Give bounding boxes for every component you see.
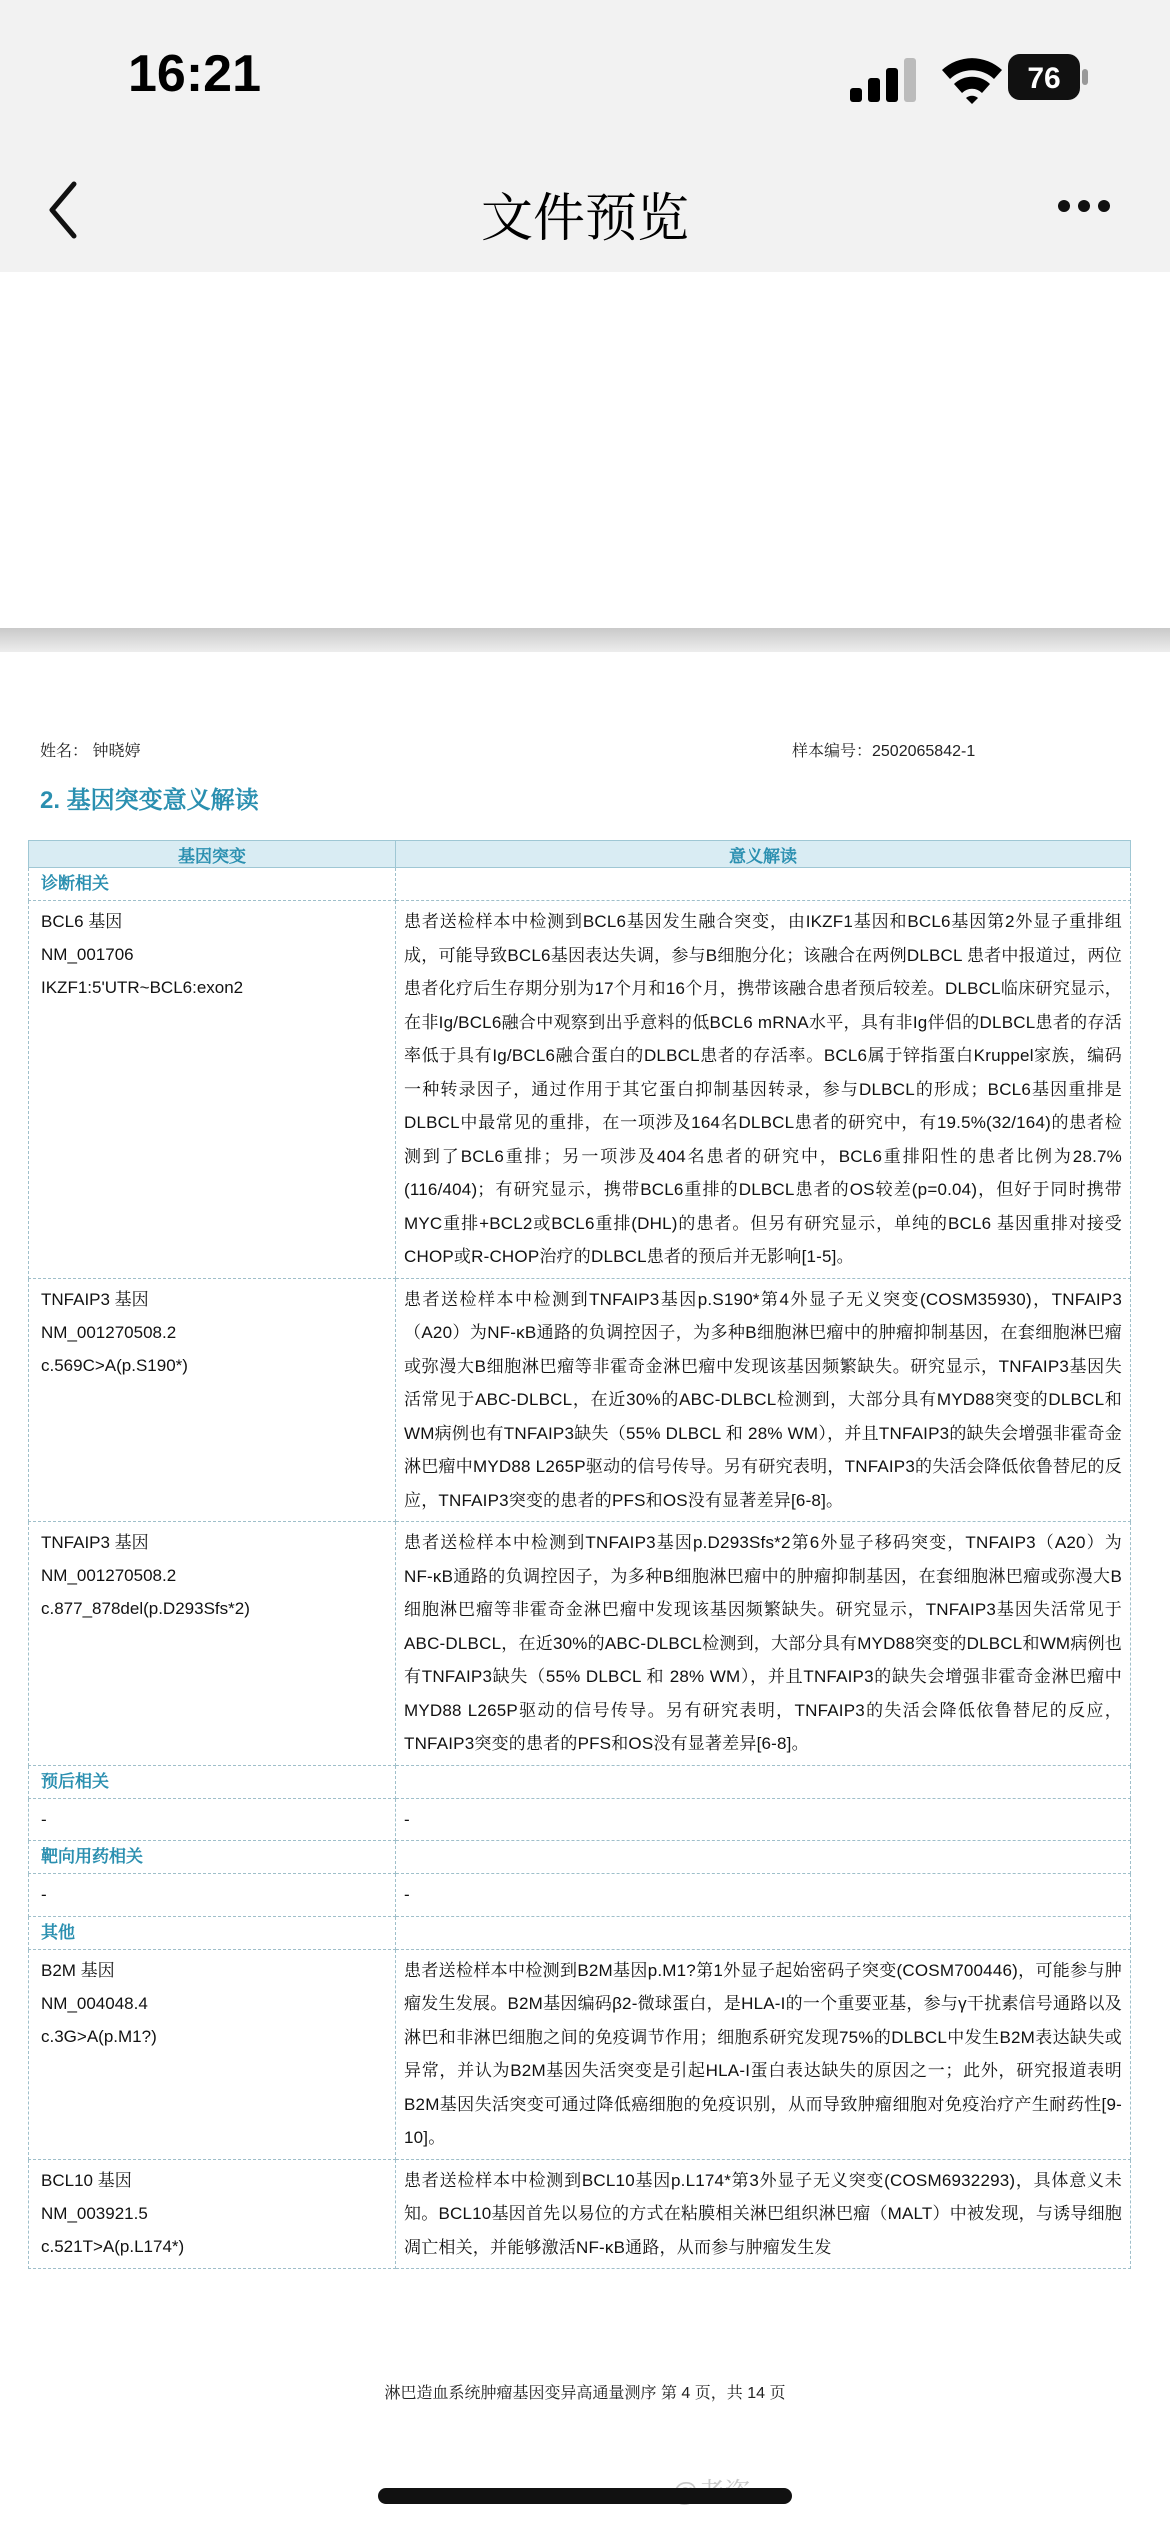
home-indicator[interactable] [378, 2488, 792, 2504]
interpretation-cell: 患者送检样本中检测到TNFAIP3基因p.D293Sfs*2第6外显子移码突变，TNFAIP3（A20）为NF-κB通路的负调控因子，为多种B细胞淋巴瘤中的肿瘤抑制基因，在套细胞淋巴瘤或弥漫大B细胞淋巴瘤等非霍奇金淋巴瘤中发现该基因频繁缺失。研究显示，TNFAIP3基因失活常见于ABC-DLBCL，在近30%的ABC-DLBCL检测到，大部分具有MYD88突变的DLBCL和WM病例也有TNFAIP3缺失（55% DLBCL 和 28% WM），并且TNFAIP3的缺失会增强非霍奇金淋巴瘤中MYD88 L265P驱动的信号传导。另有研究表明，TNFAIP3的失活会降低依鲁替尼的反应，TNFAIP3突变的患者的PFS和OS没有显著差异[6-8]。 [396, 1522, 1131, 1766]
table-row [29, 1798, 1131, 1841]
header-interp: 意义解读 [396, 841, 1131, 868]
category-other: 其他 [29, 1916, 396, 1949]
category-empty-cell [396, 1841, 1131, 1874]
category-row [29, 1765, 1131, 1798]
gene-interpretation-table [28, 840, 1131, 2269]
sample-number: 样本编号：2502065842-1 [792, 743, 976, 760]
page-title: 文件预览 [480, 190, 689, 248]
more-options-icon[interactable] [1056, 196, 1112, 216]
page-separator [0, 628, 1170, 652]
category-empty-cell [396, 1916, 1131, 1949]
gene-name: TNFAIP3 基因 [41, 1289, 149, 1309]
battery-icon [1008, 54, 1088, 100]
category-empty-cell [396, 868, 1131, 901]
table-row [29, 1949, 1131, 2159]
patient-name: 姓名： 钟晓婷 [40, 743, 141, 760]
gene-variant: c.569C>A(p.S190*) [41, 1355, 188, 1375]
interpretation-cell: - [396, 1874, 1131, 1917]
category-prognosis: 预后相关 [29, 1765, 396, 1798]
gene-cell [29, 901, 396, 1279]
battery-level: 76 [1027, 62, 1061, 95]
category-row [29, 1916, 1131, 1949]
gene-name: B2M 基因 [41, 1960, 115, 1980]
category-diagnosis: 诊断相关 [29, 868, 396, 901]
table-row [29, 901, 1131, 1279]
page-footer: 淋巴造血系统肿瘤基因变异高通量测序 第 4 页，共 14 页 [384, 2385, 786, 2402]
table-header-row [29, 841, 1131, 868]
interpretation-cell: 患者送检样本中检测到TNFAIP3基因p.S190*第4外显子无义突变(COSM35930)，TNFAIP3（A20）为NF-κB通路的负调控因子，为多种B细胞淋巴瘤中的肿瘤抑制基因，在套细胞淋巴瘤或弥漫大B细胞淋巴瘤等非霍奇金淋巴瘤中发现该基因频繁缺失。研究显示，TNFAIP3基因失活常见于ABC-DLBCL，在近30%的ABC-DLBCL检测到，大部分具有MYD88突变的DLBCL和WM病例也有TNFAIP3缺失（55% DLBCL 和 28% WM），并且TNFAIP3的缺失会增强非霍奇金淋巴瘤中MYD88 L265P驱动的信号传导。另有研究表明，TNFAIP3的失活会降低依鲁替尼的反应，TNFAIP3突变的患者的PFS和OS没有显著差异[6-8]。 [396, 1278, 1131, 1522]
section-title: 2. 基因突变意义解读 [40, 787, 259, 814]
gene-transcript: NM_001270508.2 [41, 1322, 177, 1342]
gene-cell: - [29, 1798, 396, 1841]
category-row [29, 1841, 1131, 1874]
gene-name: BCL6 基因 [41, 912, 123, 931]
interpretation-cell: 患者送检样本中检测到BCL6基因发生融合突变，由IKZF1基因和BCL6基因第2外显子重排组成，可能导致BCL6基因表达失调，参与B细胞分化；该融合在两例DLBCL 患者中报道过，两位患者化疗后生存期分别为17个月和16个月，携带该融合患者预后较差。DLBCL临床研究显示，在非Ig/BCL6融合中观察到出乎意料的低BCL6 mRNA水平，具有非Ig伴侣的DLBCL患者的存活率低于具有Ig/BCL6融合蛋白的DLBCL患者的存活率。BCL6属于锌指蛋白Kruppel家族，编码一种转录因子，通过作用于其它蛋白抑制基因转录，参与DLBCL的形成；BCL6基因重排是DLBCL中最常见的重排，在一项涉及164名DLBCL患者的研究中，有19.5%(32/164)的患者检测到了BCL6重排；另一项涉及404名患者的研究中，BCL6重排阳性的患者比例为28.7%(116/404)；有研究显示，携带BCL6重排的DLBCL患者的OS较差(p=0.04)，但好于同时携带MYC重排+BCL2或BCL6重排(DHL)的患者。但另有研究显示，单纯的BCL6 基因重排对接受CHOP或R-CHOP治疗的DLBCL患者的预后并无影响[1-5]。 [396, 901, 1131, 1279]
status-time: 16:21 [128, 45, 261, 103]
cellular-signal-icon [850, 58, 916, 102]
gene-cell: - [29, 1874, 396, 1917]
table-row [29, 2159, 1131, 2269]
gene-cell [29, 2159, 396, 2269]
gene-transcript: NM_001706 [41, 945, 134, 964]
gene-cell [29, 1522, 396, 1766]
gene-name: TNFAIP3 基因 [41, 1533, 149, 1552]
gene-transcript: NM_003921.5 [41, 2203, 148, 2223]
wifi-icon [940, 54, 1004, 104]
table-row [29, 1522, 1131, 1766]
category-targeted-drug: 靶向用药相关 [29, 1841, 396, 1874]
interpretation-cell: 患者送检样本中检测到B2M基因p.M1?第1外显子起始密码子突变(COSM700446)，可能参与肿瘤发生发展。B2M基因编码β2-微球蛋白，是HLA-I的一个重要亚基，参与γ干扰素信号通路以及淋巴和非淋巴细胞之间的免疫调节作用；细胞系研究发现75%的DLBCL中发生B2M表达缺失或异常，并认为B2M基因失活突变是引起HLA-I蛋白表达缺失的原因之一；此外，研究报道表明B2M基因失活突变可通过降低癌细胞的免疫识别，从而导致肿瘤细胞对免疫治疗产生耐药性[9-10]。 [396, 1949, 1131, 2159]
gene-variant: c.521T>A(p.L174*) [41, 2236, 185, 2256]
gene-cell [29, 1949, 396, 2159]
gene-cell [29, 1278, 396, 1522]
gene-transcript: NM_004048.4 [41, 1993, 148, 2013]
header-gene: 基因突变 [29, 841, 396, 868]
interpretation-cell: - [396, 1798, 1131, 1841]
table-row [29, 1874, 1131, 1917]
category-empty-cell [396, 1765, 1131, 1798]
interpretation-cell: 患者送检样本中检测到BCL10基因p.L174*第3外显子无义突变(COSM6932293)，具体意义未知。BCL10基因首先以易位的方式在粘膜相关淋巴组织淋巴瘤（MALT）中被发现，与诱导细胞凋亡相关，并能够激活NF-κB通路，从而参与肿瘤发生发 [396, 2159, 1131, 2269]
gene-name: BCL10 基因 [41, 2170, 132, 2190]
gene-variant: c.3G>A(p.M1?) [41, 2026, 157, 2046]
gene-variant: IKZF1:5'UTR~BCL6:exon2 [41, 978, 244, 997]
table-row [29, 1278, 1131, 1522]
gene-transcript: NM_001270508.2 [41, 1566, 177, 1585]
gene-variant: c.877_878del(p.D293Sfs*2) [41, 1599, 250, 1618]
category-row [29, 868, 1131, 901]
